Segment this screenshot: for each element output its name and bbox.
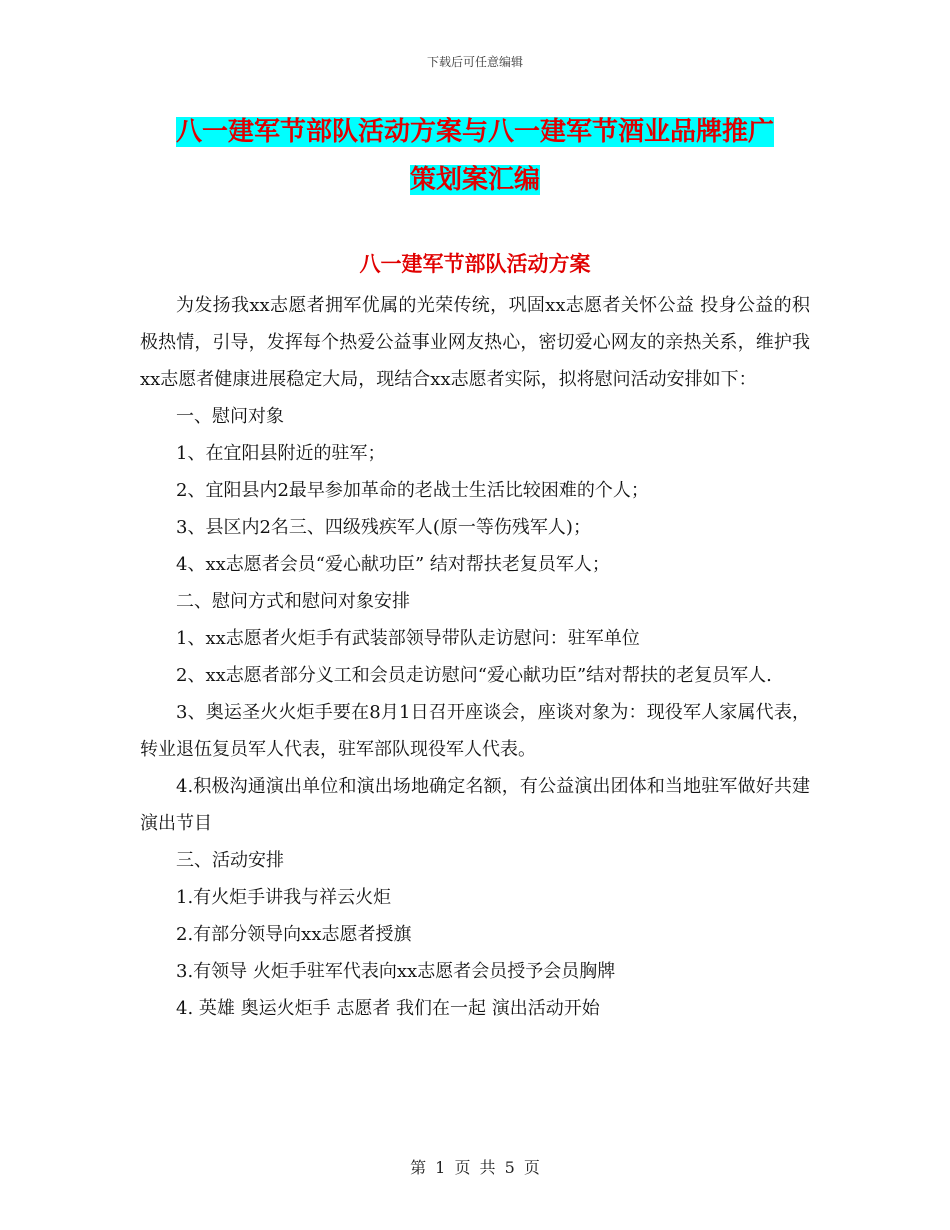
list-item: 4. 英雄 奥运火炬手 志愿者 我们在一起 演出活动开始 xyxy=(176,998,600,1019)
heading-comfort-methods: 二、慰问方式和慰问对象安排 xyxy=(176,591,410,612)
document-body xyxy=(140,287,810,1027)
list-item: 4.积极沟通演出单位和演出场地确定名额，有公益演出团体和当地驻军做好共建演出节目 xyxy=(140,776,810,834)
list-item: 1、在宜阳县附近的驻军； xyxy=(176,443,386,464)
list-item: 4、xx志愿者会员“爱心献功臣” 结对帮扶老复员军人； xyxy=(176,554,610,575)
list-item: 1、xx志愿者火炬手有武装部领导带队走访慰问：驻军单位 xyxy=(176,628,640,649)
document-title-line-1: 八一建军节部队活动方案与八一建军节酒业品牌推广 xyxy=(175,117,774,147)
list-item: 3、奥运圣火火炬手要在8月1日召开座谈会，座谈对象为：现役军人家属代表，转业退伍复员军人代表，驻军部队现役军人代表。 xyxy=(140,702,810,760)
section-title: 八一建军节部队活动方案 xyxy=(359,252,591,276)
document-title-line-2: 策划案汇编 xyxy=(409,165,540,195)
document-title xyxy=(140,108,810,204)
list-item: 3、县区内2名三、四级残疾军人(原一等伤残军人)； xyxy=(176,517,591,538)
list-item: 1.有火炬手讲我与祥云火炬 xyxy=(176,887,392,908)
list-item: 2、xx志愿者部分义工和会员走访慰问“爱心献功臣”结对帮扶的老复员军人. xyxy=(176,665,772,686)
list-item: 2.有部分领导向xx志愿者授旗 xyxy=(176,924,412,945)
heading-comfort-targets: 一、慰问对象 xyxy=(176,406,284,427)
list-item: 2、宜阳县内2最早参加革命的老战士生活比较困难的个人； xyxy=(176,480,649,501)
heading-activity-schedule: 三、活动安排 xyxy=(176,850,284,871)
intro-paragraph: 为发扬我xx志愿者拥军优属的光荣传统，巩固xx志愿者关怀公益 投身公益的积极热情，引导，发挥每个热爱公益事业网友热心，密切爱心网友的亲热关系，维护我xx志愿者健康进展稳定大局，现结合xx志愿者实际，拟将慰问活动安排如下： xyxy=(140,295,810,390)
list-item: 3.有领导 火炬手驻军代表向xx志愿者会员授予会员胸牌 xyxy=(176,961,616,982)
header-note: 下载后可任意编辑 xyxy=(426,55,523,69)
page-footer: 第 1 页 共 5 页 xyxy=(410,1158,540,1177)
